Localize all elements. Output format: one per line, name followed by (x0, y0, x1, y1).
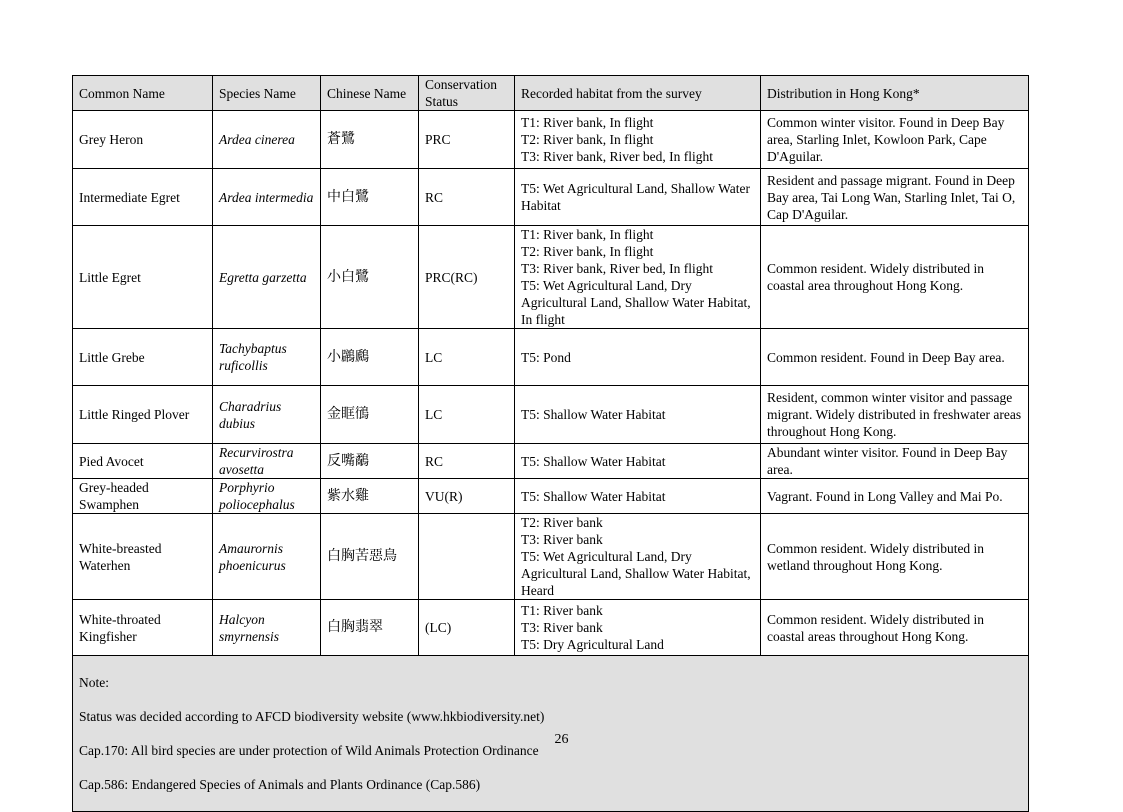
conservation-status-cell: (LC) (419, 600, 515, 656)
table-row (73, 514, 1029, 600)
distribution-cell: Common winter visitor. Found in Deep Bay area, Starling Inlet, Kowloon Park, Cape D'Aguilar. (761, 111, 1029, 169)
header-species-name: Species Name (213, 76, 321, 111)
habitat-cell: T1: River bank, In flight T2: River bank, In flight T3: River bank, River bed, In flight (515, 111, 761, 169)
habitat-cell: T5: Shallow Water Habitat (515, 444, 761, 479)
table-row (73, 600, 1029, 656)
note-line-cap586: Cap.586: Endangered Species of Animals and Plants Ordinance (Cap.586) (79, 777, 481, 792)
table-row (73, 444, 1029, 479)
chinese-name-cell: 白胸苦惡鳥 (321, 514, 419, 600)
habitat-cell: T2: River bank T3: River bank T5: Wet Agricultural Land, Dry Agricultural Land, Shallow Water Habitat, Heard (515, 514, 761, 600)
table-row (73, 226, 1029, 329)
chinese-name-cell: 紫水雞 (321, 479, 419, 514)
species-name-cell: Porphyrio poliocephalus (213, 479, 321, 514)
species-name-cell: Recurvirostra avosetta (213, 444, 321, 479)
chinese-name-cell: 白胸翡翠 (321, 600, 419, 656)
distribution-cell: Common resident. Widely distributed in wetland throughout Hong Kong. (761, 514, 1029, 600)
species-name-cell: Ardea cinerea (213, 111, 321, 169)
species-name-cell: Tachybaptus ruficollis (213, 329, 321, 386)
habitat-cell: T1: River bank T3: River bank T5: Dry Agricultural Land (515, 600, 761, 656)
table-row (73, 329, 1029, 386)
distribution-cell: Resident, common winter visitor and passage migrant. Widely distributed in freshwater areas throughout Hong Kong. (761, 386, 1029, 444)
table-row (73, 386, 1029, 444)
distribution-cell: Vagrant. Found in Long Valley and Mai Po. (761, 479, 1029, 514)
habitat-cell: T5: Pond (515, 329, 761, 386)
species-name-cell: Charadrius dubius (213, 386, 321, 444)
conservation-status-cell: RC (419, 444, 515, 479)
common-name-cell: White-breasted Waterhen (73, 514, 213, 600)
note-line-status: Status was decided according to AFCD biodiversity website (www.hkbiodiversity.net) (79, 709, 545, 724)
distribution-cell: Abundant winter visitor. Found in Deep Bay area. (761, 444, 1029, 479)
distribution-cell: Common resident. Widely distributed in coastal area throughout Hong Kong. (761, 226, 1029, 329)
bird-species-table (72, 75, 1029, 812)
common-name-cell: White-throated Kingfisher (73, 600, 213, 656)
chinese-name-cell: 反嘴鷸 (321, 444, 419, 479)
chinese-name-cell: 金眶鴴 (321, 386, 419, 444)
header-distribution: Distribution in Hong Kong* (761, 76, 1029, 111)
common-name-cell: Intermediate Egret (73, 169, 213, 226)
table-row (73, 169, 1029, 226)
table-header (73, 76, 1029, 111)
page-number: 26 (554, 732, 569, 747)
conservation-status-cell: VU(R) (419, 479, 515, 514)
distribution-cell: Resident and passage migrant. Found in Deep Bay area, Tai Long Wan, Starling Inlet, Tai O, Cap D'Aguilar. (761, 169, 1029, 226)
table-row (73, 111, 1029, 169)
chinese-name-cell: 中白鷺 (321, 169, 419, 226)
conservation-status-cell (419, 514, 515, 600)
habitat-cell: T5: Wet Agricultural Land, Shallow Water Habitat (515, 169, 761, 226)
header-chinese-name: Chinese Name (321, 76, 419, 111)
common-name-cell: Little Grebe (73, 329, 213, 386)
chinese-name-cell: 小鸊鷉 (321, 329, 419, 386)
common-name-cell: Grey-headed Swamphen (73, 479, 213, 514)
table-row (73, 479, 1029, 514)
conservation-status-cell: RC (419, 169, 515, 226)
common-name-cell: Little Ringed Plover (73, 386, 213, 444)
header-common-name: Common Name (73, 76, 213, 111)
bird-species-table-container (72, 75, 1028, 812)
common-name-cell: Grey Heron (73, 111, 213, 169)
chinese-name-cell: 小白鷺 (321, 226, 419, 329)
note-line-cap170: Cap.170: All bird species are under protection of Wild Animals Protection Ordinance (79, 743, 539, 758)
chinese-name-cell: 蒼鷺 (321, 111, 419, 169)
species-name-cell: Amaurornis phoenicurus (213, 514, 321, 600)
header-conservation-status: Conservation Status (419, 76, 515, 111)
table-header-row (73, 76, 1029, 111)
distribution-cell: Common resident. Found in Deep Bay area. (761, 329, 1029, 386)
note-title: Note: (79, 675, 109, 690)
species-name-cell: Egretta garzetta (213, 226, 321, 329)
conservation-status-cell: LC (419, 386, 515, 444)
common-name-cell: Pied Avocet (73, 444, 213, 479)
habitat-cell: T1: River bank, In flight T2: River bank, In flight T3: River bank, River bed, In flight T5: Wet Agricultural Land, Dry Agricultural Land, Shallow Water Habitat, In flight (515, 226, 761, 329)
species-name-cell: Ardea intermedia (213, 169, 321, 226)
conservation-status-cell: PRC(RC) (419, 226, 515, 329)
distribution-cell: Common resident. Widely distributed in coastal areas throughout Hong Kong. (761, 600, 1029, 656)
conservation-status-cell: PRC (419, 111, 515, 169)
habitat-cell: T5: Shallow Water Habitat (515, 386, 761, 444)
species-name-cell: Halcyon smyrnensis (213, 600, 321, 656)
common-name-cell: Little Egret (73, 226, 213, 329)
header-recorded-habitat: Recorded habitat from the survey (515, 76, 761, 111)
conservation-status-cell: LC (419, 329, 515, 386)
habitat-cell: T5: Shallow Water Habitat (515, 479, 761, 514)
table-body (73, 111, 1029, 812)
